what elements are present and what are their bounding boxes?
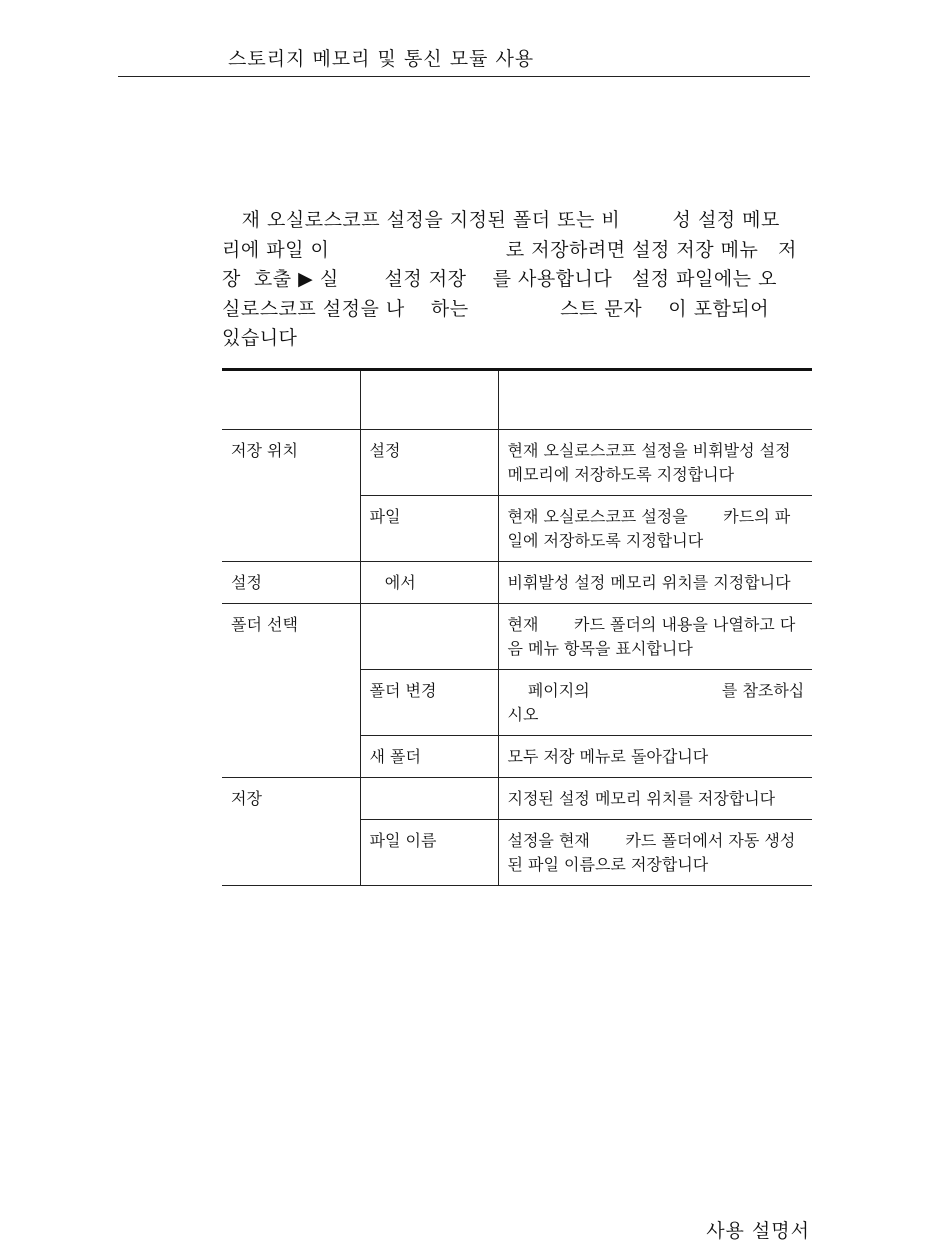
intro-line: 리에 파일 이 로 저장하려면 설정 저장 메뉴 저 bbox=[222, 238, 797, 261]
table-cell-c2: 새 폴더 bbox=[360, 736, 498, 778]
table-row bbox=[222, 604, 812, 670]
table-cell-c1 bbox=[222, 496, 360, 562]
table-cell-c2: 폴더 변경 bbox=[360, 670, 498, 736]
table-cell-c2: 설정 bbox=[360, 430, 498, 496]
table-cell-c1: 저장 위치 bbox=[231, 441, 298, 460]
table-header-cell bbox=[498, 370, 812, 430]
table-header-cell bbox=[222, 370, 360, 430]
table-cell-c3: 페이지의 를 참조하십 시오 bbox=[498, 670, 812, 736]
table-row bbox=[222, 670, 812, 736]
intro-line: 장 호출 ▶ 실 설정 저장 를 사용합니다 설정 파일에는 오 bbox=[222, 268, 777, 290]
table-cell-c2: 에서 bbox=[360, 562, 498, 604]
table-row bbox=[222, 496, 812, 562]
table-cell-c3: 설정을 현재 카드 폴더에서 자동 생성 된 파일 이름으로 저장합니다 bbox=[498, 820, 812, 886]
table-cell-c3: 모두 저장 메뉴로 돌아갑니다 bbox=[498, 736, 812, 778]
page-header-title: 스토리지 메모리 및 통신 모듈 사용 bbox=[228, 48, 535, 70]
table-cell-c3: 현재 오실로스코프 설정을 비휘발성 설정 메모리에 저장하도록 지정합니다 bbox=[498, 430, 812, 496]
intro-line: 재 오실로스코프 설정을 지정된 폴더 또는 비 성 설정 메모 bbox=[222, 209, 780, 231]
table-cell-c3: 현재 카드 폴더의 내용을 나열하고 다 음 메뉴 항목을 표시합니다 bbox=[498, 604, 812, 670]
table-row bbox=[222, 778, 812, 820]
table-cell-c2 bbox=[360, 778, 498, 820]
intro-line: 있습니다 bbox=[222, 327, 298, 349]
header-divider bbox=[118, 76, 810, 77]
table-cell-c3: 지정된 설정 메모리 위치를 저장합니다 bbox=[498, 778, 812, 820]
table-cell-c1 bbox=[222, 670, 360, 736]
table-body bbox=[222, 430, 812, 886]
table-cell-c3: 현재 오실로스코프 설정을 카드의 파 일에 저장하도록 지정합니다 bbox=[498, 496, 812, 562]
table-cell-c1 bbox=[222, 820, 360, 886]
table-row bbox=[222, 562, 812, 604]
table-header-row bbox=[222, 370, 812, 430]
table-cell-c2: 파일 bbox=[360, 496, 498, 562]
intro-paragraph bbox=[222, 206, 812, 354]
table-header-cell bbox=[360, 370, 498, 430]
intro-line: 실로스코프 설정을 나 하는 스트 문자 이 포함되어 bbox=[222, 297, 770, 320]
table-cell-c2 bbox=[360, 604, 498, 670]
table-cell-c1: 저장 bbox=[222, 778, 360, 820]
table-row bbox=[222, 736, 812, 778]
settings-table bbox=[222, 368, 812, 886]
table-row bbox=[222, 820, 812, 886]
table-cell-c1 bbox=[222, 736, 360, 778]
table-cell-c2: 파일 이름 bbox=[360, 820, 498, 886]
page-footer: 사용 설명서 bbox=[706, 1220, 810, 1242]
table-cell-c1: 설정 bbox=[222, 562, 360, 604]
table-cell-c1: 폴더 선택 bbox=[222, 604, 360, 670]
table-cell-c3: 비휘발성 설정 메모리 위치를 지정합니다 bbox=[498, 562, 812, 604]
table-row bbox=[222, 430, 812, 496]
